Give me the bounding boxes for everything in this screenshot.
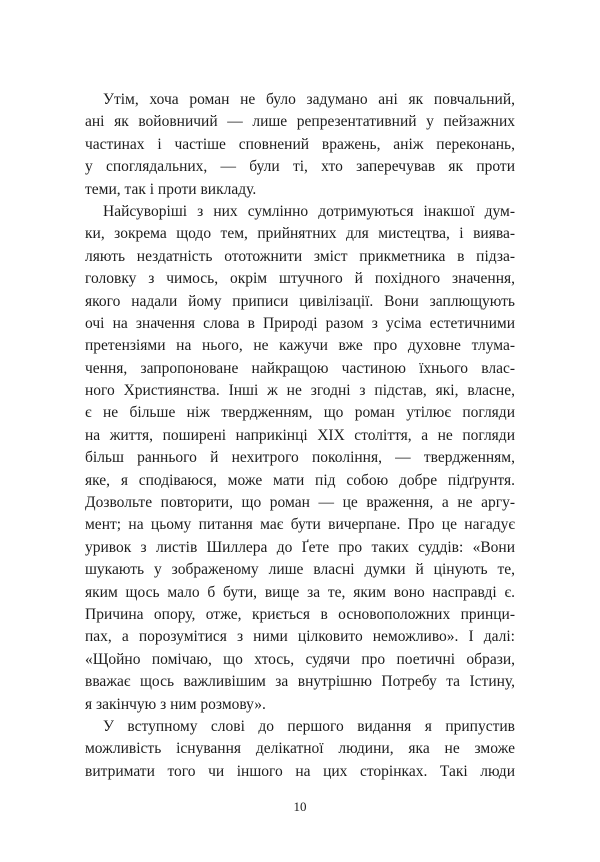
text-line: ані як войовничий — лише репрезентативний у пейзажних	[85, 113, 515, 131]
text-line: шукають у зображеному лише власні думки й цінують те,	[85, 561, 515, 579]
page-number: 10	[293, 799, 307, 814]
text-line: ки, зокрема щодо тем, прийнятних для мистецтва, і виява-	[85, 225, 515, 243]
text-body	[85, 89, 515, 783]
text-line: головку з чимось, окрім штучного й похідного значення,	[85, 270, 515, 288]
text-line: У вступному слові до першого видання я припустив	[103, 717, 515, 735]
text-line: Дозвольте повторити, що роман — це враження, а не аргу-	[85, 494, 515, 512]
text-line: якого надали йому приписи цивілізації. Вони заплющують	[85, 292, 515, 310]
text-line: витримати того чи іншого на цих сторінках. Такі люди	[85, 762, 515, 780]
text-line: Утім, хоча роман не було задумано ані як повчальний,	[103, 91, 515, 108]
text-line: більш раннього й нехитрого покоління, — твердженням,	[85, 449, 515, 467]
text-line: пах, а порозумітися з ними цілковито неможливо». І далі:	[85, 628, 515, 646]
text-line: ного Християнства. Інші ж не згодні з підстав, які, власне,	[85, 382, 515, 400]
text-line: вважає щось важливішим за внутрішню Потребу та Істину,	[85, 673, 515, 691]
text-line: частинах і частіше сповнений вражень, аніж переконань,	[85, 135, 515, 153]
text-line: ляють нездатність ототожнити зміст прикметника в підза-	[85, 247, 515, 265]
text-line: уривок з листів Шиллера до Ґете про таких суддів: «Вони	[85, 538, 515, 556]
text-line: можливість існування делікатної людини, яка не зможе	[85, 740, 515, 758]
text-line: яким щось мало б бути, вище за те, яким воно насправді є.	[85, 583, 515, 601]
text-line: на життя, поширені наприкінці XIX століття, а не погляди	[85, 426, 515, 444]
text-line: Причина опору, отже, криється в основоположних принци-	[85, 605, 515, 623]
text-line: теми, так і проти викладу.	[85, 180, 257, 198]
text-line: я закінчую з ним розмову».	[85, 695, 266, 713]
text-line: «Щойно помічаю, що хтось, судячи про поетичні образи,	[85, 650, 515, 668]
text-line: очі на значення слова в Природі разом з усіма естетичними	[85, 314, 515, 332]
text-line: Найсуворіші з них сумлінно дотримуються інакшої дум-	[103, 202, 515, 220]
text-line: мент; на цьому питання має бути вичерпане. Про це нагадує	[85, 516, 515, 534]
text-line: є не більше ніж твердженням, що роман утілює погляди	[85, 404, 515, 422]
text-line: чення, запропоноване найкращою частиною їхнього влас-	[85, 359, 515, 377]
text-line: претензіями на нього, не кажучи вже про духовне тлума-	[85, 337, 515, 355]
text-line: яке, я сподіваюся, може мати під собою добре підґрунтя.	[85, 471, 515, 489]
text-line: у споглядальних, — були ті, хто заперечував як проти	[85, 158, 515, 176]
